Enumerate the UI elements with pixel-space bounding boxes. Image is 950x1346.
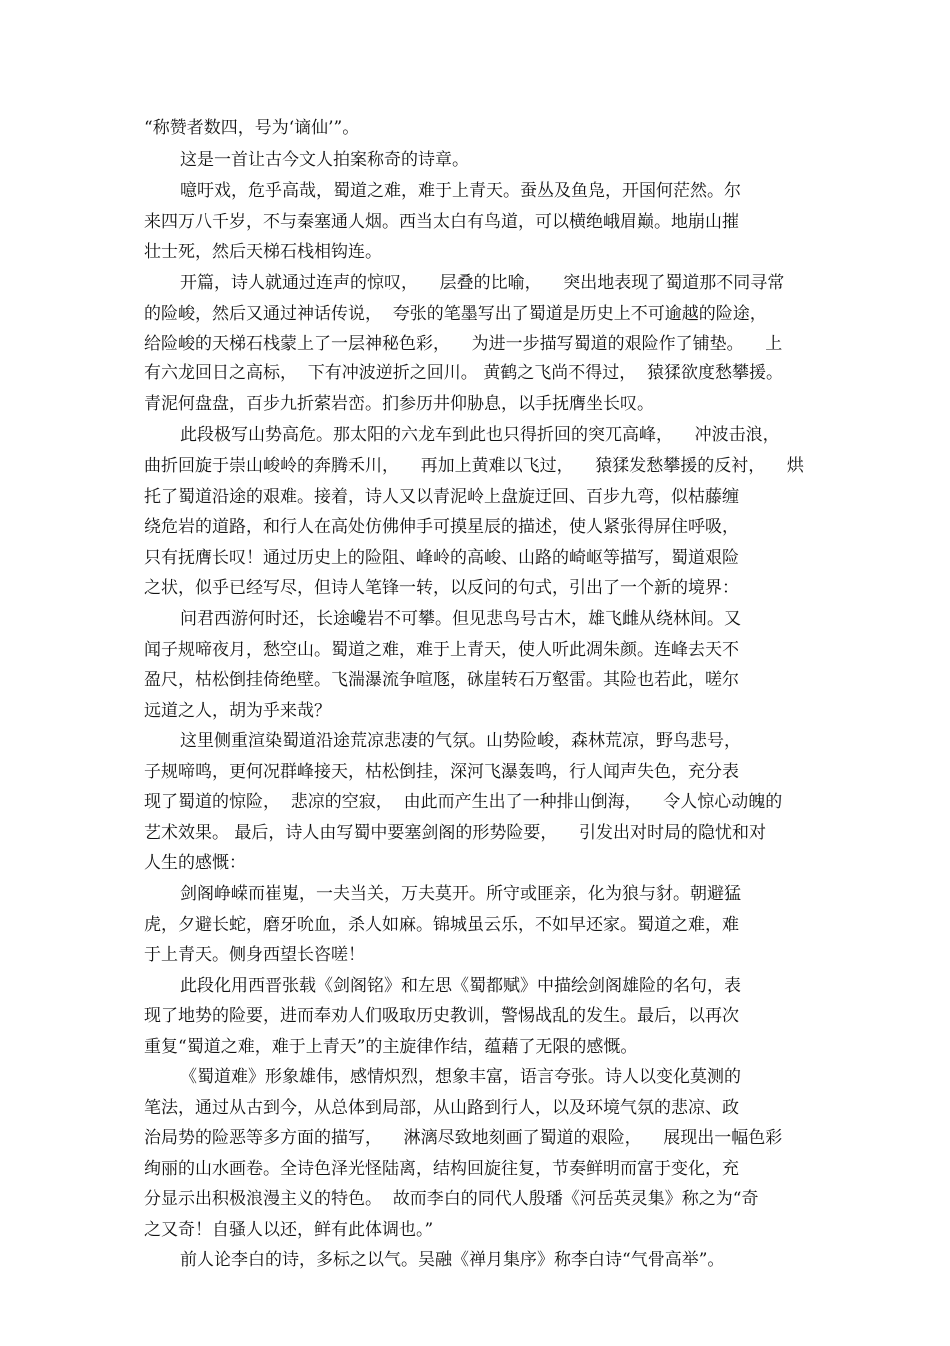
text-line: 只有抚膺长叹！通过历史上的险阻、峰岭的高峻、山路的崎岖等描写，蜀道艰险 bbox=[144, 548, 739, 568]
text-line: 此段化用西晋张载《剑阁铭》和左思《蜀都赋》中描绘剑阁雄险的名句，表 bbox=[180, 976, 741, 996]
text-line: 绚丽的山水画卷。全诗色泽光怪陆离，结构回旋往复，节奏鲜明而富于变化，充 bbox=[144, 1159, 739, 1179]
text-line: 之又奇！自骚人以还，鲜有此体调也。” bbox=[144, 1220, 434, 1240]
text-line: 来四万八千岁，不与秦塞通人烟。西当太白有鸟道，可以横绝峨眉巅。地崩山摧 bbox=[144, 212, 739, 232]
text-line: 现了蜀道的惊险， 悲凉的空寂， 由此而产生出了一种排山倒海， 令人惊心动魄的 bbox=[144, 792, 783, 812]
text-line: 此段极写山势高危。那太阳的六龙车到此也只得折回的突兀高峰， 冲波击浪， bbox=[180, 425, 780, 445]
text-line: 青泥何盘盘，百步九折萦岩峦。扪参历井仰胁息，以手抚膺坐长叹。 bbox=[144, 394, 654, 414]
text-line: 人生的感慨： bbox=[144, 853, 246, 873]
text-line: 治局势的险恶等多方面的描写， 淋漓尽致地刻画了蜀道的艰险， 展现出一幅色彩 bbox=[144, 1128, 783, 1148]
text-line: 的险峻，然后又通过神话传说， 夸张的笔墨写出了蜀道是历史上不可逾越的险途， bbox=[144, 304, 767, 324]
text-line: 噫吁戏，危乎高哉，蜀道之难，难于上青天。蚕丛及鱼凫，开国何茫然。尔 bbox=[180, 181, 741, 201]
text-line: 这是一首让古今文人拍案称奇的诗章。 bbox=[180, 150, 469, 170]
text-line: 重复“蜀道之难，难于上青天”的主旋律作结，蕴藉了无限的感慨。 bbox=[144, 1037, 638, 1057]
text-line: 问君西游何时还，长途巉岩不可攀。但见悲鸟号古木，雄飞雌从绕林间。又 bbox=[180, 609, 741, 629]
text-line: 之状，似乎已经写尽，但诗人笔锋一转，以反问的句式，引出了一个新的境界： bbox=[144, 578, 739, 598]
text-line: 绕危岩的道路，和行人在高处仿佛伸手可摸星辰的描述，使人紧张得屏住呼吸， bbox=[144, 517, 739, 537]
text-line: 给险峻的天梯石栈蒙上了一层神秘色彩， 为进一步描写蜀道的艰险作了铺垫。 上 bbox=[144, 334, 783, 354]
text-line: 远道之人，胡为乎来哉？ bbox=[144, 701, 331, 721]
text-line: 剑阁峥嵘而崔嵬，一夫当关，万夫莫开。所守或匪亲，化为狼与豺。朝避猛 bbox=[180, 884, 741, 904]
text-line: 笔法，通过从古到今，从总体到局部，从山路到行人，以及环境气氛的悲凉、政 bbox=[144, 1098, 739, 1118]
text-line: 闻子规啼夜月，愁空山。蜀道之难，难于上青天，使人听此凋朱颜。连峰去天不 bbox=[144, 640, 739, 660]
text-line: 子规啼鸣，更何况群峰接天，枯松倒挂，深河飞瀑轰鸣，行人闻声失色，充分表 bbox=[144, 762, 739, 782]
text-line: 有六龙回日之高标， 下有冲波逆折之回川。 黄鹤之飞尚不得过， 猿猱欲度愁攀援。 bbox=[144, 363, 784, 383]
text-line: 《蜀道难》形象雄伟，感情炽烈，想象丰富，语言夸张。诗人以变化莫测的 bbox=[180, 1067, 741, 1087]
text-line: 曲折回旋于崇山峻岭的奔腾禾川， 再加上黄难以飞过， 猿猱发愁攀援的反衬， 烘 bbox=[144, 456, 804, 476]
text-line: 分显示出积极浪漫主义的特色。 故而李白的同代人殷璠《河岳英灵集》称之为“奇 bbox=[144, 1189, 759, 1209]
text-line: 盈尺，枯松倒挂倚绝壁。飞湍瀑流争喧豗，砯崖转石万壑雷。其险也若此，嗟尔 bbox=[144, 670, 739, 690]
text-line: 托了蜀道沿途的艰难。接着，诗人又以青泥岭上盘旋迂回、百步九弯，似枯藤缠 bbox=[144, 487, 739, 507]
text-line: 这里侧重渲染蜀道沿途荒凉悲凄的气氛。山势险峻，森林荒凉，野鸟悲号， bbox=[180, 731, 741, 751]
text-line: 艺术效果。 最后，诗人由写蜀中要塞剑阁的形势险要， 引发出对时局的隐忧和对 bbox=[144, 823, 767, 843]
text-line: 开篇，诗人就通过连声的惊叹， 层叠的比喻， 突出地表现了蜀道那不同寻常 bbox=[180, 273, 785, 293]
text-line: 现了地势的险要，进而奉劝人们吸取历史教训，警惕战乱的发生。最后，以再次 bbox=[144, 1006, 739, 1026]
text-line: 前人论李白的诗，多标之以气。吴融《禅月集序》称李白诗“气骨高举”。 bbox=[180, 1250, 725, 1270]
text-line: 壮士死，然后天梯石栈相钩连。 bbox=[144, 242, 382, 262]
text-line: “称赞者数四，号为‘谪仙’”。 bbox=[144, 118, 360, 138]
text-line: 于上青天。侧身西望长咨嗟！ bbox=[144, 945, 365, 965]
text-line: 虎，夕避长蛇，磨牙吮血，杀人如麻。锦城虽云乐，不如早还家。蜀道之难，难 bbox=[144, 915, 739, 935]
